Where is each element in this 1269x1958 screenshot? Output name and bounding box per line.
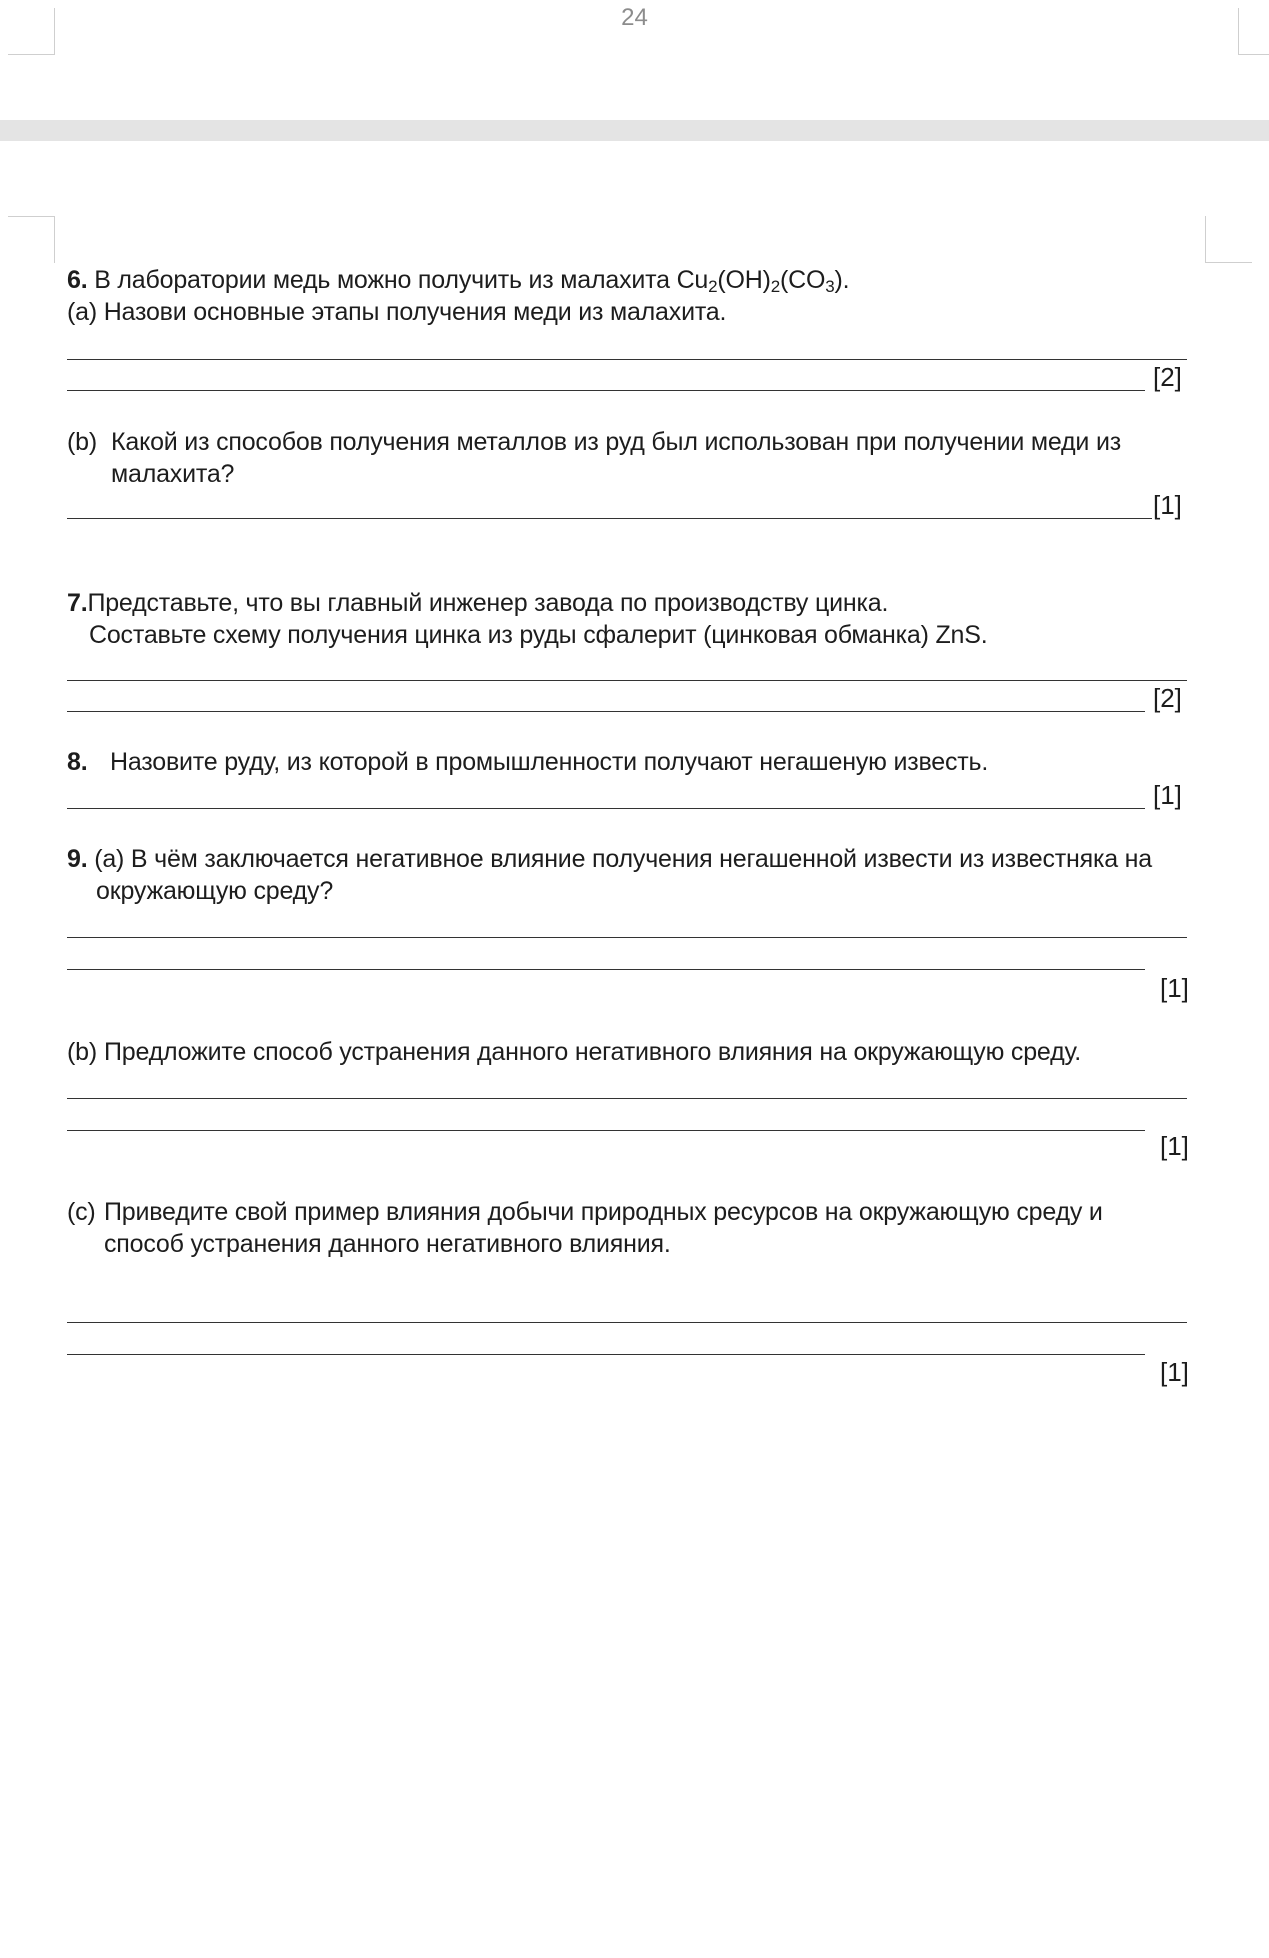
- marks-label: [1]: [1160, 1357, 1189, 1387]
- question-8-text: Назовите руду, из которой в промышленности получают негашеную известь.: [110, 748, 989, 776]
- question-9c-text: Приведите свой пример влияния добычи природных ресурсов на окружающую среду и: [104, 1198, 1103, 1226]
- question-9c-label: (c): [67, 1198, 96, 1226]
- page-separator-band: [0, 120, 1269, 141]
- formula-part: (CO: [780, 266, 826, 294]
- answer-line[interactable]: [67, 359, 1187, 360]
- marks-label: [2]: [1153, 683, 1182, 713]
- answer-line[interactable]: [67, 1130, 1145, 1131]
- question-6b-label: (b): [67, 428, 97, 456]
- question-9a-line2: окружающую среду?: [96, 877, 334, 905]
- question-9b-text: Предложите способ устранения данного негативного влияния на окружающую среду.: [104, 1038, 1081, 1066]
- question-number: 7.: [67, 589, 88, 617]
- formula-subscript: 2: [708, 277, 718, 296]
- crop-mark-mid-left: [8, 216, 55, 263]
- crop-mark-mid-right: [1205, 216, 1252, 263]
- question-6b-text-cont: малахита?: [111, 460, 235, 488]
- question-number: 6.: [67, 266, 88, 294]
- formula-subscript: 2: [770, 277, 781, 296]
- formula-part: (OH): [717, 266, 771, 294]
- page-number: 24: [621, 4, 648, 31]
- crop-mark-top-left: [8, 8, 55, 55]
- marks-label: [1]: [1153, 490, 1182, 520]
- question-9c-text-cont: способ устранения данного негативного влияния.: [104, 1230, 671, 1258]
- question-6a-text: (a) Назови основные этапы получения меди из малахита.: [67, 298, 727, 326]
- answer-line[interactable]: [67, 1354, 1145, 1355]
- question-9b-label: (b): [67, 1038, 97, 1066]
- answer-line[interactable]: [67, 937, 1187, 938]
- question-9a-line1: [67, 843, 1152, 875]
- question-7-line2: Составьте схему получения цинка из руды сфалерит (цинковая обманка) ZnS.: [89, 621, 988, 649]
- marks-label: [1]: [1160, 973, 1189, 1003]
- answer-line[interactable]: [67, 1322, 1187, 1323]
- question-text: Представьте, что вы главный инженер завода по производству цинка.: [87, 589, 889, 617]
- marks-label: [1]: [1153, 780, 1182, 810]
- formula-subscript: 3: [825, 277, 835, 296]
- crop-mark-top-right: [1238, 8, 1269, 55]
- answer-line[interactable]: [67, 808, 1145, 809]
- marks-label: [2]: [1153, 362, 1182, 392]
- answer-line[interactable]: [67, 1098, 1187, 1099]
- question-number: 8.: [67, 748, 88, 776]
- question-6-intro: [67, 264, 849, 296]
- marks-label: [1]: [1160, 1131, 1189, 1161]
- answer-line[interactable]: [67, 390, 1145, 391]
- question-text: В лаборатории медь можно получить из малахита Cu: [87, 266, 709, 294]
- answer-line[interactable]: [67, 518, 1152, 519]
- question-6b-text: Какой из способов получения металлов из руд был использован при получении меди из: [111, 428, 1121, 456]
- answer-line[interactable]: [67, 680, 1187, 681]
- answer-line[interactable]: [67, 969, 1145, 970]
- question-number: 9.: [67, 845, 88, 873]
- question-7-line1: [67, 587, 888, 619]
- formula-part: ).: [834, 266, 850, 294]
- question-text: (a) В чём заключается негативное влияние получения негашенной извести из известняка на: [94, 845, 1152, 873]
- question-8-number: [67, 746, 87, 778]
- answer-line[interactable]: [67, 711, 1145, 712]
